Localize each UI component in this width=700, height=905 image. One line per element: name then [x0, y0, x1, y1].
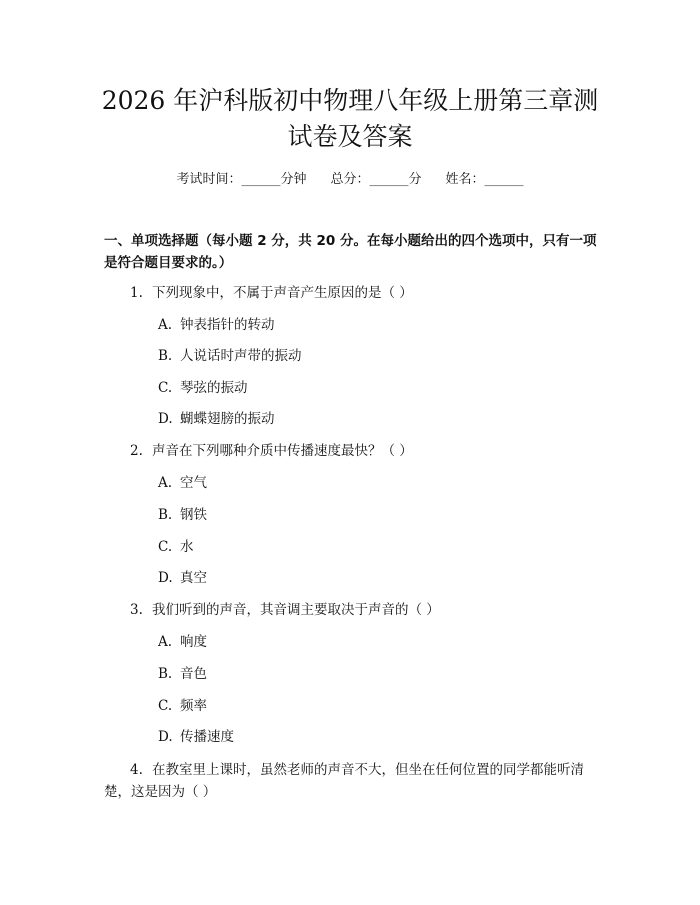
option-text: 频率: [180, 698, 207, 714]
time-label: 考试时间：: [176, 172, 242, 187]
option-label: A.: [158, 475, 173, 491]
score-label: 总分：: [330, 172, 370, 187]
option-text: 钢铁: [180, 507, 207, 523]
option-label: A.: [158, 634, 173, 650]
question-4: [130, 760, 584, 780]
option-text: 蝴蝶翅膀的振动: [180, 411, 275, 427]
q1-option-c: [158, 378, 248, 398]
q1-option-a: [158, 315, 275, 335]
score-blank: ______: [369, 172, 409, 187]
option-label: C.: [158, 698, 173, 714]
option-text: 钟表指针的转动: [180, 317, 275, 333]
question-text: 我们听到的声音，其音调主要取决于声音的（ ）: [152, 602, 440, 618]
name-label: 姓名：: [445, 172, 485, 187]
question-number: 1.: [130, 285, 143, 301]
time-blank: ______: [241, 172, 281, 187]
question-number: 3.: [130, 602, 143, 618]
q1-option-d: [158, 409, 275, 429]
option-text: 传播速度: [180, 729, 234, 745]
option-label: B.: [158, 507, 173, 523]
q3-option-c: [158, 696, 207, 716]
q2-option-b: [158, 505, 207, 525]
q3-option-d: [158, 727, 234, 747]
q2-option-c: [158, 537, 194, 557]
question-4-continuation: [104, 782, 216, 802]
option-label: D.: [158, 411, 173, 427]
option-text: 响度: [180, 634, 207, 650]
question-text-line2: 楚，这是因为（ ）: [104, 784, 217, 800]
question-2: [130, 441, 413, 461]
question-1: [130, 283, 413, 303]
option-label: C.: [158, 380, 173, 396]
question-number: 4.: [130, 762, 143, 778]
option-label: D.: [158, 570, 173, 586]
question-text: 下列现象中，不属于声音产生原因的是（ ）: [152, 285, 413, 301]
option-label: C.: [158, 539, 173, 555]
option-text: 空气: [180, 475, 207, 491]
name-blank: ______: [484, 172, 524, 187]
question-text-line1: 在教室里上课时，虽然老师的声音不大，但坐在任何位置的同学都能听清: [152, 762, 584, 778]
option-text: 水: [180, 539, 194, 555]
time-unit: 分钟: [280, 172, 307, 187]
score-unit: 分: [408, 172, 422, 187]
option-text: 真空: [180, 570, 207, 586]
q2-option-a: [158, 473, 207, 493]
option-label: B.: [158, 348, 173, 364]
exam-title-line1: 2026 年沪科版初中物理八年级上册第三章测: [101, 86, 599, 115]
option-label: A.: [158, 317, 173, 333]
q3-option-a: [158, 632, 207, 652]
question-number: 2.: [130, 443, 143, 459]
question-3: [130, 600, 440, 620]
option-text: 音色: [180, 666, 207, 682]
q3-option-b: [158, 664, 207, 684]
option-label: B.: [158, 666, 173, 682]
q1-option-b: [158, 346, 302, 366]
q2-option-d: [158, 568, 207, 588]
question-text: 声音在下列哪种介质中传播速度最快？（ ）: [152, 443, 413, 459]
option-text: 琴弦的振动: [180, 380, 248, 396]
option-text: 人说话时声带的振动: [180, 348, 302, 364]
section-heading-single-choice: 一、单项选择题（每小题 2 分，共 20 分。在每小题给出的四个选项中，只有一项是符合题目要求的。）: [104, 233, 597, 271]
exam-info-line: [0, 168, 700, 187]
option-label: D.: [158, 729, 173, 745]
exam-title-line2: 试卷及答案: [287, 122, 413, 151]
